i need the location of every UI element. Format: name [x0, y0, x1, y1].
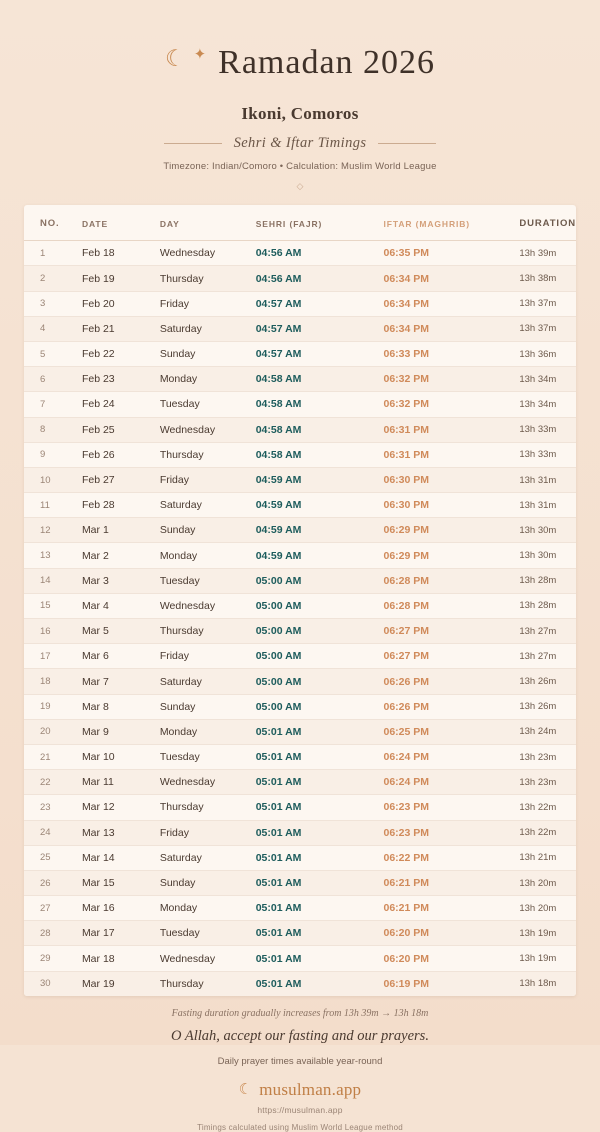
cell-iftar: 06:25 PM: [384, 719, 520, 744]
cell-duration: 13h 31m: [519, 493, 576, 518]
cell-sehri: 05:01 AM: [256, 820, 384, 845]
cell-date: Mar 16: [82, 896, 160, 921]
cell-iftar: 06:23 PM: [384, 820, 520, 845]
cell-iftar: 06:20 PM: [384, 921, 520, 946]
cell-no: 7: [24, 392, 82, 417]
cell-iftar: 06:27 PM: [384, 619, 520, 644]
cell-iftar: 06:22 PM: [384, 845, 520, 870]
cell-duration: 13h 30m: [519, 543, 576, 568]
page-title: Ramadan 2026: [218, 43, 436, 81]
cell-iftar: 06:31 PM: [384, 442, 520, 467]
page-header: [0, 0, 600, 192]
cell-date: Mar 11: [82, 770, 160, 795]
brand-row[interactable]: [20, 1080, 580, 1100]
cell-sehri: 04:56 AM: [256, 266, 384, 291]
cell-sehri: 05:00 AM: [256, 669, 384, 694]
cell-no: 18: [24, 669, 82, 694]
cell-no: 14: [24, 568, 82, 593]
cell-no: 23: [24, 795, 82, 820]
table-row: [24, 442, 576, 467]
cell-date: Mar 4: [82, 593, 160, 618]
cell-date: Mar 15: [82, 870, 160, 895]
star-icon: ✦: [193, 46, 207, 64]
cell-day: Thursday: [160, 971, 256, 996]
cell-date: Mar 1: [82, 518, 160, 543]
cell-day: Wednesday: [160, 241, 256, 266]
title-row: [20, 22, 580, 103]
cell-sehri: 05:01 AM: [256, 870, 384, 895]
cell-date: Feb 22: [82, 341, 160, 366]
cell-duration: 13h 21m: [519, 845, 576, 870]
cell-sehri: 05:00 AM: [256, 644, 384, 669]
brand-url[interactable]: https://musulman.app: [257, 1104, 343, 1115]
cell-iftar: 06:20 PM: [384, 946, 520, 971]
cell-iftar: 06:21 PM: [384, 896, 520, 921]
cell-no: 1: [24, 241, 82, 266]
table-row: [24, 291, 576, 316]
cell-duration: 13h 23m: [519, 744, 576, 769]
cell-day: Sunday: [160, 341, 256, 366]
cell-sehri: 05:01 AM: [256, 845, 384, 870]
cell-iftar: 06:28 PM: [384, 593, 520, 618]
table-row: [24, 770, 576, 795]
cell-no: 30: [24, 971, 82, 996]
cell-no: 9: [24, 442, 82, 467]
cell-sehri: 04:56 AM: [256, 241, 384, 266]
cell-no: 2: [24, 266, 82, 291]
cell-sehri: 05:00 AM: [256, 694, 384, 719]
cell-date: Feb 19: [82, 266, 160, 291]
cell-sehri: 04:59 AM: [256, 543, 384, 568]
cell-no: 5: [24, 341, 82, 366]
cell-sehri: 05:01 AM: [256, 744, 384, 769]
cell-duration: 13h 19m: [519, 921, 576, 946]
cell-date: Feb 27: [82, 467, 160, 492]
brand-name[interactable]: musulman.app: [259, 1079, 362, 1099]
table-row: [24, 518, 576, 543]
column-header-day: DAY: [160, 205, 256, 241]
cell-no: 27: [24, 896, 82, 921]
cell-no: 29: [24, 946, 82, 971]
cell-iftar: 06:26 PM: [384, 694, 520, 719]
cell-day: Saturday: [160, 845, 256, 870]
cell-date: Feb 26: [82, 442, 160, 467]
cell-day: Tuesday: [160, 921, 256, 946]
cell-duration: 13h 33m: [519, 417, 576, 442]
cell-day: Wednesday: [160, 593, 256, 618]
cell-duration: 13h 33m: [519, 442, 576, 467]
cell-sehri: 05:01 AM: [256, 921, 384, 946]
cell-day: Friday: [160, 644, 256, 669]
table-row: [24, 392, 576, 417]
table-row: [24, 896, 576, 921]
cell-day: Thursday: [160, 266, 256, 291]
timings-table: [24, 205, 576, 996]
cell-duration: 13h 26m: [519, 669, 576, 694]
table-row: [24, 644, 576, 669]
table-row: [24, 543, 576, 568]
cell-date: Mar 7: [82, 669, 160, 694]
column-header-no: NO.: [24, 205, 82, 241]
cell-day: Friday: [160, 467, 256, 492]
cell-duration: 13h 37m: [519, 291, 576, 316]
cell-date: Mar 8: [82, 694, 160, 719]
cell-day: Tuesday: [160, 568, 256, 593]
cell-no: 11: [24, 493, 82, 518]
cell-date: Mar 5: [82, 619, 160, 644]
cell-date: Mar 12: [82, 795, 160, 820]
cell-duration: 13h 23m: [519, 770, 576, 795]
cell-iftar: 06:23 PM: [384, 795, 520, 820]
cell-duration: 13h 31m: [519, 467, 576, 492]
availability-note: Daily prayer times available year-round: [217, 1055, 383, 1067]
column-header-date: DATE: [82, 205, 160, 241]
table-row: [24, 946, 576, 971]
cell-date: Mar 13: [82, 820, 160, 845]
cell-no: 20: [24, 719, 82, 744]
cell-no: 21: [24, 744, 82, 769]
cell-iftar: 06:31 PM: [384, 417, 520, 442]
cell-no: 6: [24, 367, 82, 392]
cell-date: Feb 23: [82, 367, 160, 392]
cell-date: Mar 6: [82, 644, 160, 669]
cell-iftar: 06:34 PM: [384, 316, 520, 341]
cell-sehri: 05:01 AM: [256, 719, 384, 744]
cell-date: Feb 21: [82, 316, 160, 341]
cell-day: Tuesday: [160, 392, 256, 417]
cell-date: Mar 3: [82, 568, 160, 593]
table-row: [24, 845, 576, 870]
table-body: [24, 241, 576, 996]
cell-date: Feb 25: [82, 417, 160, 442]
cell-no: 8: [24, 417, 82, 442]
cell-date: Mar 2: [82, 543, 160, 568]
table-row: [24, 921, 576, 946]
timings-table-container: [24, 205, 576, 996]
cell-duration: 13h 36m: [519, 341, 576, 366]
cell-duration: 13h 39m: [519, 241, 576, 266]
table-row: [24, 795, 576, 820]
cell-sehri: 05:01 AM: [256, 971, 384, 996]
cell-duration: 13h 27m: [519, 644, 576, 669]
cell-sehri: 04:58 AM: [256, 417, 384, 442]
divider-left: [164, 143, 222, 144]
table-header-row: [24, 205, 576, 241]
cell-no: 4: [24, 316, 82, 341]
cell-iftar: 06:35 PM: [384, 241, 520, 266]
cell-iftar: 06:32 PM: [384, 367, 520, 392]
location-subtitle: Ikoni, Comoros: [241, 104, 359, 124]
cell-iftar: 06:34 PM: [384, 266, 520, 291]
cell-iftar: 06:34 PM: [384, 291, 520, 316]
cell-day: Thursday: [160, 442, 256, 467]
cell-no: 22: [24, 770, 82, 795]
cell-day: Saturday: [160, 316, 256, 341]
cell-date: Feb 24: [82, 392, 160, 417]
cell-day: Wednesday: [160, 770, 256, 795]
cell-duration: 13h 27m: [519, 619, 576, 644]
table-row: [24, 341, 576, 366]
cell-iftar: 06:28 PM: [384, 568, 520, 593]
diamond-ornament-icon: ◇: [296, 181, 304, 192]
cell-duration: 13h 22m: [519, 795, 576, 820]
cell-iftar: 06:32 PM: [384, 392, 520, 417]
table-row: [24, 744, 576, 769]
cell-no: 15: [24, 593, 82, 618]
timezone-calculation-meta: Timezone: Indian/Comoro • Calculation: Muslim World League: [163, 161, 437, 173]
cell-day: Sunday: [160, 870, 256, 895]
cell-day: Monday: [160, 543, 256, 568]
cell-sehri: 04:57 AM: [256, 291, 384, 316]
table-row: [24, 694, 576, 719]
cell-duration: 13h 37m: [519, 316, 576, 341]
page-footer: [0, 996, 600, 1132]
table-row: [24, 820, 576, 845]
cell-duration: 13h 28m: [519, 593, 576, 618]
cell-sehri: 04:59 AM: [256, 467, 384, 492]
cell-no: 26: [24, 870, 82, 895]
cell-iftar: 06:19 PM: [384, 971, 520, 996]
table-row: [24, 669, 576, 694]
cell-iftar: 06:30 PM: [384, 467, 520, 492]
table-row: [24, 568, 576, 593]
cell-date: Mar 10: [82, 744, 160, 769]
cell-day: Tuesday: [160, 744, 256, 769]
column-header-sehri: SEHRI (FAJR): [256, 205, 384, 241]
cell-no: 12: [24, 518, 82, 543]
cell-day: Friday: [160, 820, 256, 845]
cell-sehri: 05:01 AM: [256, 946, 384, 971]
cell-duration: 13h 26m: [519, 694, 576, 719]
cell-sehri: 04:57 AM: [256, 341, 384, 366]
crescent-moon-icon: ☾: [164, 45, 186, 72]
cell-date: Mar 18: [82, 946, 160, 971]
duration-note: Fasting duration gradually increases from 13h 39m → 13h 18m: [171, 1007, 429, 1019]
cell-no: 17: [24, 644, 82, 669]
cell-duration: 13h 24m: [519, 719, 576, 744]
table-row: [24, 241, 576, 266]
cell-iftar: 06:26 PM: [384, 669, 520, 694]
table-row: [24, 467, 576, 492]
cell-sehri: 04:58 AM: [256, 367, 384, 392]
cell-no: 10: [24, 467, 82, 492]
table-row: [24, 367, 576, 392]
cell-date: Feb 18: [82, 241, 160, 266]
cell-day: Monday: [160, 719, 256, 744]
cell-iftar: 06:30 PM: [384, 493, 520, 518]
cell-duration: 13h 18m: [519, 971, 576, 996]
cell-sehri: 04:57 AM: [256, 316, 384, 341]
cell-no: 3: [24, 291, 82, 316]
cell-iftar: 06:24 PM: [384, 770, 520, 795]
cell-duration: 13h 19m: [519, 946, 576, 971]
cell-iftar: 06:29 PM: [384, 543, 520, 568]
cell-day: Friday: [160, 291, 256, 316]
cell-date: Feb 20: [82, 291, 160, 316]
divider-right: [378, 143, 436, 144]
cell-day: Thursday: [160, 795, 256, 820]
cell-date: Mar 19: [82, 971, 160, 996]
cell-sehri: 05:00 AM: [256, 593, 384, 618]
cell-duration: 13h 34m: [519, 367, 576, 392]
cell-no: 28: [24, 921, 82, 946]
cell-duration: 13h 38m: [519, 266, 576, 291]
cell-duration: 13h 22m: [519, 820, 576, 845]
cell-day: Saturday: [160, 493, 256, 518]
cell-sehri: 05:00 AM: [256, 619, 384, 644]
column-header-iftar: IFTAR (MAGHRIB): [384, 205, 520, 241]
cell-sehri: 05:01 AM: [256, 770, 384, 795]
table-row: [24, 870, 576, 895]
cell-sehri: 04:59 AM: [256, 493, 384, 518]
cell-date: Feb 28: [82, 493, 160, 518]
cell-sehri: 04:58 AM: [256, 442, 384, 467]
cell-no: 19: [24, 694, 82, 719]
cell-iftar: 06:24 PM: [384, 744, 520, 769]
table-row: [24, 971, 576, 996]
cell-duration: 13h 30m: [519, 518, 576, 543]
cell-date: Mar 14: [82, 845, 160, 870]
tagline-row: [20, 135, 580, 152]
table-row: [24, 266, 576, 291]
calculation-method-note: Timings calculated using Muslim World League method: [197, 1122, 403, 1132]
cell-no: 16: [24, 619, 82, 644]
cell-day: Monday: [160, 896, 256, 921]
dua-text: O Allah, accept our fasting and our prayers.: [171, 1027, 429, 1044]
column-header-duration: DURATION: [519, 205, 576, 241]
cell-duration: 13h 28m: [519, 568, 576, 593]
table-row: [24, 493, 576, 518]
cell-sehri: 05:01 AM: [256, 896, 384, 921]
table-row: [24, 316, 576, 341]
cell-day: Monday: [160, 367, 256, 392]
table-row: [24, 593, 576, 618]
cell-day: Wednesday: [160, 417, 256, 442]
cell-day: Sunday: [160, 518, 256, 543]
cell-duration: 13h 20m: [519, 870, 576, 895]
table-header: [24, 205, 576, 241]
table-row: [24, 417, 576, 442]
cell-iftar: 06:29 PM: [384, 518, 520, 543]
cell-sehri: 05:01 AM: [256, 795, 384, 820]
brand-crescent-moon-icon: ☾: [238, 1081, 253, 1099]
cell-day: Wednesday: [160, 946, 256, 971]
cell-no: 25: [24, 845, 82, 870]
table-row: [24, 619, 576, 644]
cell-iftar: 06:33 PM: [384, 341, 520, 366]
cell-duration: 13h 34m: [519, 392, 576, 417]
cell-day: Saturday: [160, 669, 256, 694]
cell-iftar: 06:21 PM: [384, 870, 520, 895]
cell-no: 24: [24, 820, 82, 845]
cell-sehri: 04:58 AM: [256, 392, 384, 417]
cell-iftar: 06:27 PM: [384, 644, 520, 669]
cell-no: 13: [24, 543, 82, 568]
cell-day: Sunday: [160, 694, 256, 719]
table-row: [24, 719, 576, 744]
cell-day: Thursday: [160, 619, 256, 644]
cell-sehri: 05:00 AM: [256, 568, 384, 593]
cell-sehri: 04:59 AM: [256, 518, 384, 543]
cell-date: Mar 17: [82, 921, 160, 946]
cell-date: Mar 9: [82, 719, 160, 744]
tagline: Sehri & Iftar Timings: [233, 135, 367, 152]
cell-duration: 13h 20m: [519, 896, 576, 921]
